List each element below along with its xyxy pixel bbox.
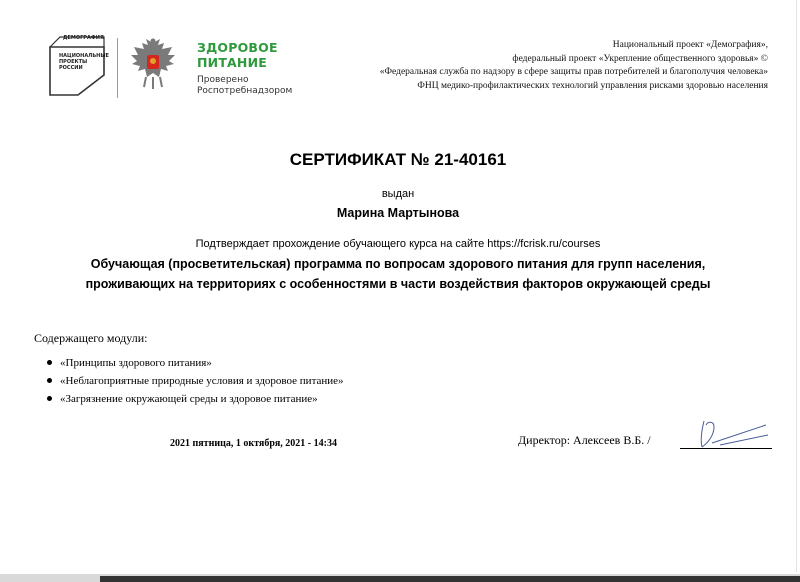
program-title: Обучающая (просветительская) программа по вопросам здорового питания для групп населения, проживающих на территориях с особенностями в части воздействия факторов окружающей среды <box>85 257 711 291</box>
org-line: ФНЦ медико-профилактических технологий управления рисками здоровью населения <box>417 80 768 91</box>
certificate-title: СЕРТИФИКАТ № 21-40161 <box>289 150 507 169</box>
org-line: Национальный проект «Демография», <box>612 40 768 50</box>
recipient-name: Марина Мартынова <box>336 206 460 220</box>
issue-date: 2021 пятница, 1 октября, 2021 - 14:34 <box>170 438 337 449</box>
issued-label: выдан <box>381 188 415 200</box>
bullet-icon <box>47 396 52 401</box>
np-logo-line: РОССИИ <box>59 65 83 71</box>
zp-sub-line: Проверено <box>197 75 249 85</box>
healthy-food-logo-title <box>197 40 278 70</box>
zp-title-line: ПИТАНИЕ <box>197 55 267 70</box>
director-label: Директор: Алексеев В.Б. / <box>518 433 651 447</box>
list-item <box>46 354 344 372</box>
logo-divider <box>117 38 118 98</box>
bottom-scroll-strip <box>0 574 800 582</box>
confirmation-text: Подтверждает прохождение обучающего курса на сайте https://fcrisk.ru/courses <box>195 238 601 250</box>
module-name: «Неблагоприятные природные условия и здоровое питание» <box>60 375 344 387</box>
module-name: «Принципы здорового питания» <box>60 357 212 369</box>
list-item <box>46 372 344 390</box>
modules-list <box>46 354 344 408</box>
national-projects-logo <box>48 35 109 97</box>
coat-of-arms-icon <box>128 37 178 92</box>
np-logo-line: ПРОЕКТЫ <box>59 59 88 65</box>
scrollbar-thumb[interactable] <box>100 576 800 582</box>
healthy-food-logo-subtitle <box>197 75 292 97</box>
org-line: «Федеральная служба по надзору в сфере защиты прав потребителей и благополучия человека» <box>379 67 768 77</box>
np-logo-line: НАЦИОНАЛЬНЫЕ <box>59 53 109 59</box>
module-name: «Загрязнение окружающей среды и здоровое питание» <box>60 393 318 405</box>
zp-sub-line: Роспотребнадзором <box>197 86 293 96</box>
organization-header <box>298 39 768 93</box>
np-logo-text <box>59 53 109 71</box>
list-item <box>46 390 344 408</box>
signature-icon <box>690 413 770 453</box>
bullet-icon <box>47 360 52 365</box>
np-logo-top-label: ДЕМОГРАФИЯ <box>63 35 104 41</box>
modules-label: Содержащего модули: <box>34 331 148 345</box>
zp-title-line: ЗДОРОВОЕ <box>197 40 278 55</box>
bullet-icon <box>47 378 52 383</box>
org-line: федеральный проект «Укрепление общественного здоровья» © <box>512 53 768 64</box>
